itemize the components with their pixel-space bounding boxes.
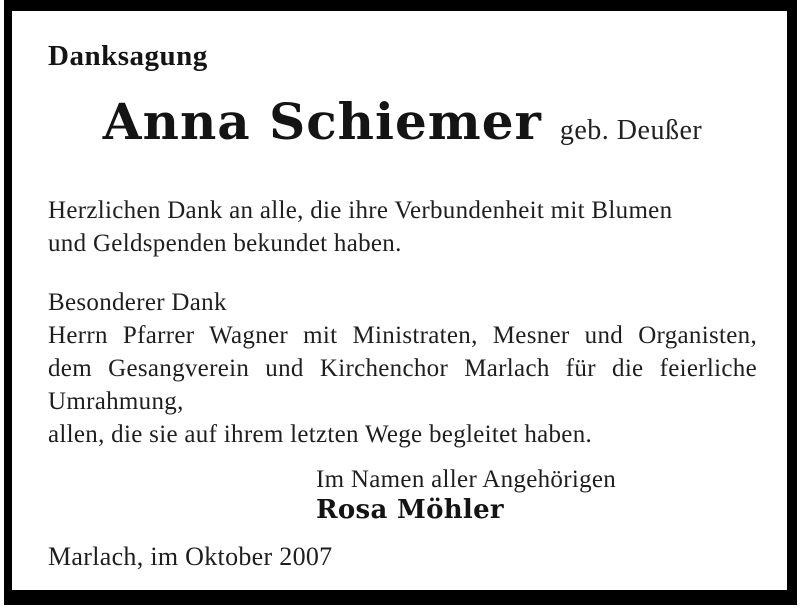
deceased-title-line — [48, 93, 757, 164]
signature-name: Rosa Möhler — [316, 495, 504, 525]
thanks-paragraph — [48, 194, 757, 260]
notice-border — [4, 0, 797, 605]
place-date-line: Marlach, im Oktober 2007 — [48, 542, 333, 571]
thanks-line: Herzlichen Dank an alle, die ihre Verbundenheit mit Blumen — [48, 197, 673, 224]
signature-block — [316, 465, 757, 526]
special-thanks-line: Herrn Pfarrer Wagner mit Ministraten, Mesner und Organisten, — [48, 322, 757, 349]
special-thanks-line: dem Gesangverein und Kirchenchor Marlach für die feierliche — [48, 355, 757, 382]
maiden-name: geb. Deußer — [559, 115, 703, 146]
special-thanks-heading: Besonderer Dank — [48, 289, 227, 316]
notice-type-heading: Danksagung — [48, 40, 208, 72]
special-thanks-line: allen, die sie auf ihrem letzten Wege begleitet haben. — [48, 421, 593, 448]
signature-intro: Im Namen aller Angehörigen — [316, 466, 617, 493]
special-thanks-paragraph — [48, 286, 757, 451]
deceased-name: Anna Schiemer — [102, 92, 542, 151]
thanks-line: und Geldspenden bekundet haben. — [48, 230, 402, 257]
notice-content — [12, 11, 787, 590]
special-thanks-line: Umrahmung, — [48, 388, 184, 415]
